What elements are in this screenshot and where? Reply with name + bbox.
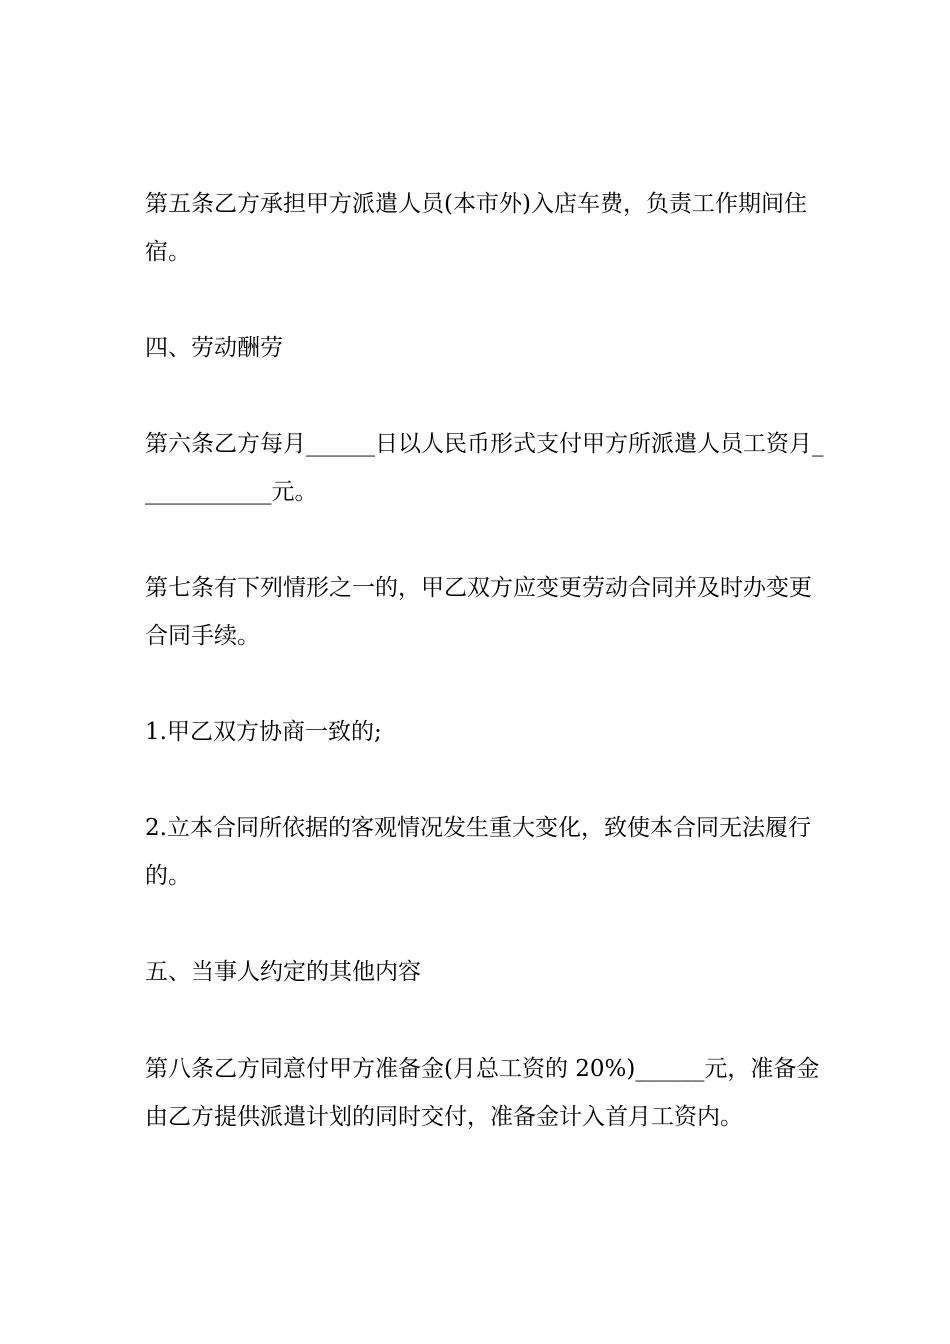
paragraph-line: 第八条乙方同意付甲方准备金(月总工资的 20%)______元，准备金 bbox=[145, 1056, 820, 1082]
document-page bbox=[145, 180, 824, 1141]
paragraph-line: 第五条乙方承担甲方派遣人员(本市外)入店车费，负责工作期间住 bbox=[145, 191, 807, 217]
paragraph-article-5 bbox=[145, 180, 815, 276]
spacer bbox=[145, 660, 815, 708]
paragraph-line: 第七条有下列情形之一的，甲乙双方应变更劳动合同并及时办变更 bbox=[145, 575, 812, 601]
paragraph-article-8 bbox=[145, 1045, 820, 1141]
paragraph-line: 的。 bbox=[145, 863, 191, 889]
paragraph-article-7 bbox=[145, 564, 815, 660]
section-heading-4: 四、劳动酬劳 bbox=[145, 335, 283, 361]
paragraph-line: 宿。 bbox=[145, 239, 191, 265]
paragraph-line: 2.立本合同所依据的客观情况发生重大变化，致使本合同无法履行 bbox=[145, 815, 811, 841]
spacer bbox=[145, 372, 815, 420]
spacer bbox=[145, 900, 815, 948]
list-item-2 bbox=[145, 804, 815, 900]
list-item-1: 1.甲乙双方协商一致的; bbox=[145, 719, 382, 745]
paragraph-line: 第六条乙方每月______日以人民币形式支付甲方所派遣人员工资月_ bbox=[145, 431, 824, 457]
spacer bbox=[145, 756, 815, 804]
spacer bbox=[145, 516, 815, 564]
paragraph-line: 合同手续。 bbox=[145, 623, 260, 649]
paragraph-article-6 bbox=[145, 420, 824, 516]
paragraph-line: 由乙方提供派遣计划的同时交付，准备金计入首月工资内。 bbox=[145, 1104, 743, 1130]
section-heading-5: 五、当事人约定的其他内容 bbox=[145, 959, 421, 985]
spacer bbox=[145, 996, 815, 1045]
paragraph-line: ___________元。 bbox=[145, 479, 318, 505]
spacer bbox=[145, 276, 815, 324]
